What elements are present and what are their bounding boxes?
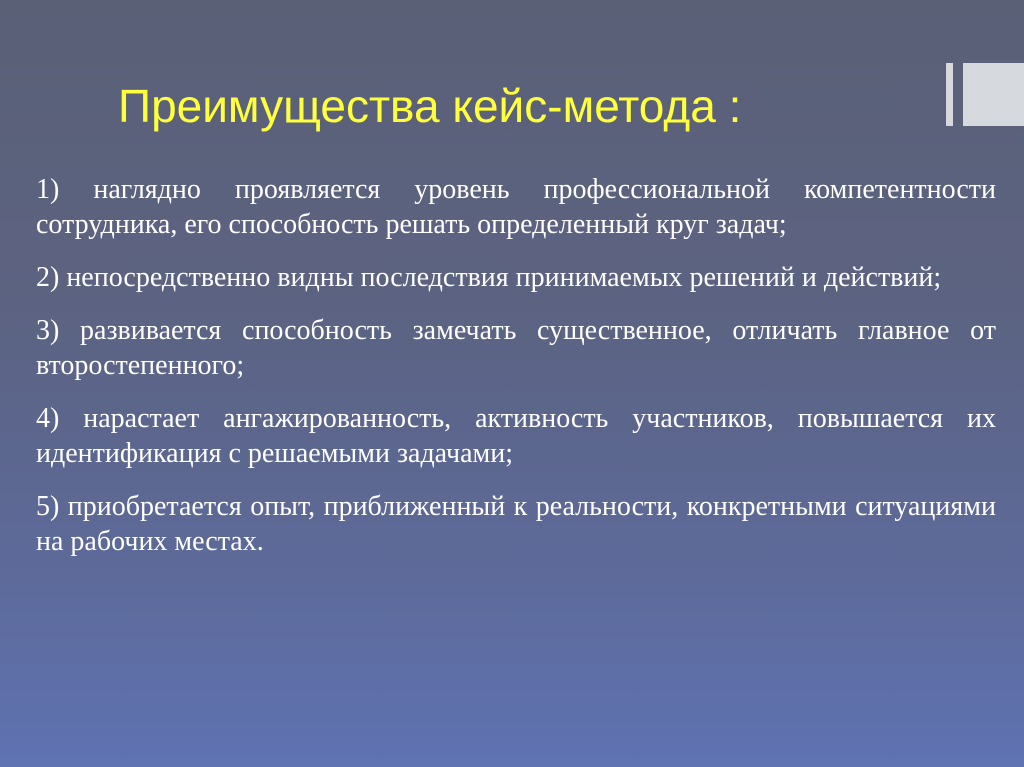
decoration-bar-block [963, 63, 1024, 126]
list-item: 2) непосредственно видны последствия принимаемых решений и действий; [36, 262, 942, 293]
decoration-bar-thin [946, 63, 953, 126]
slide-title: Преимущества кейс-метода : [118, 80, 742, 132]
list-item: 4) нарастает ангажированность, активность участников, повышается их идентификация с решаемыми задачами; [36, 403, 996, 469]
list-item: 1) наглядно проявляется уровень профессиональной компетентности сотрудника, его способность решать определенный круг задач; [36, 174, 996, 240]
list-item: 5) приобретается опыт, приближенный к реальности, конкретными ситуациями на рабочих местах. [36, 491, 996, 557]
list-item: 3) развивается способность замечать существенное, отличать главное от второстепенного; [36, 315, 996, 381]
advantages-list [36, 172, 996, 577]
